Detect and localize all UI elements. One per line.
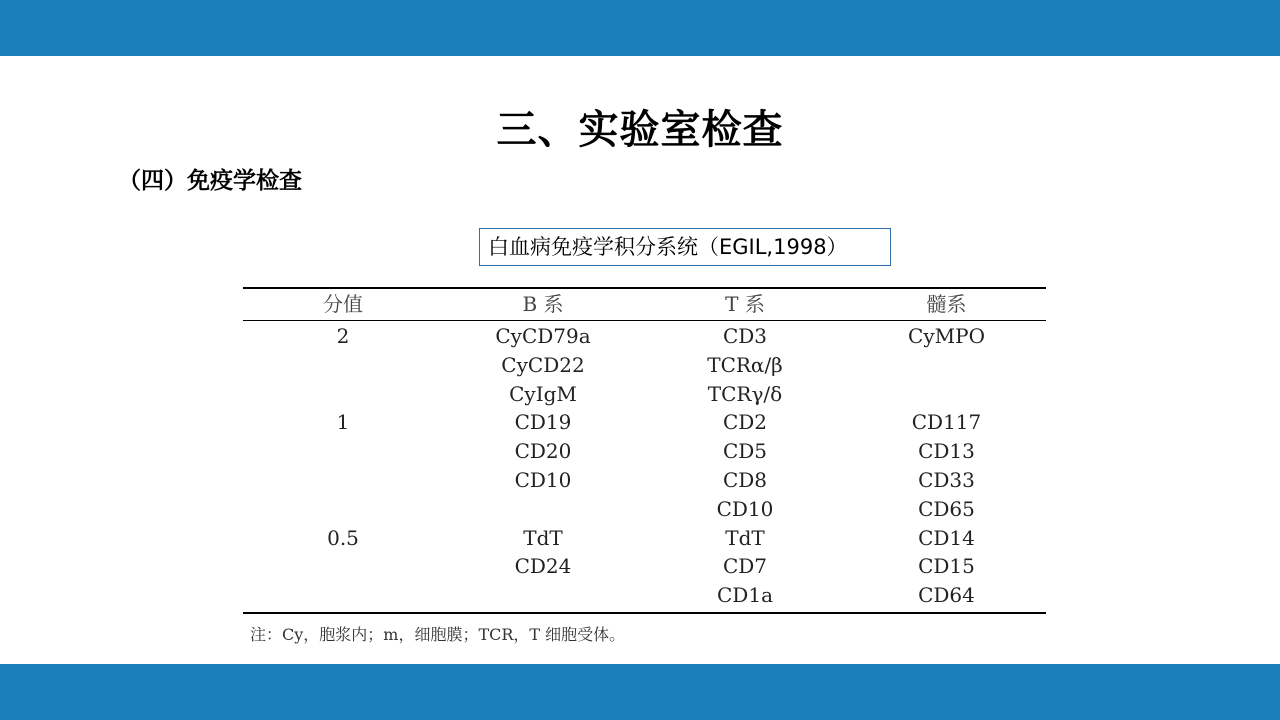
- table-row: [243, 552, 1046, 581]
- cell-score: [243, 581, 443, 610]
- table-body: [243, 321, 1046, 612]
- cell-myeloid: CD117: [911, 410, 982, 435]
- cell-score: [243, 466, 443, 495]
- table-bottom-rule: [243, 612, 1046, 614]
- cell-b-lineage: TdT: [523, 525, 563, 550]
- cell-t-lineage: CD2: [722, 410, 768, 435]
- cell-b-lineage: CyCD22: [501, 352, 585, 377]
- cell-b-lineage: CyCD79a: [495, 324, 591, 348]
- table-row: [243, 466, 1046, 495]
- cell-t-lineage: TdT: [725, 525, 765, 550]
- cell-b-lineage: CD10: [514, 467, 572, 492]
- cell-b-lineage: CD24: [514, 554, 572, 579]
- header-myeloid: 髓系: [926, 292, 967, 316]
- cell-t-lineage: CD5: [722, 439, 768, 464]
- cell-b-lineage: CyIgM: [509, 381, 577, 406]
- cell-b-lineage: [443, 495, 643, 524]
- table-row: [243, 495, 1046, 524]
- table-caption: 白血病免疫学积分系统（EGIL,1998）: [479, 228, 891, 266]
- table-header-row: [243, 289, 1046, 320]
- cell-t-lineage: CD3: [722, 324, 768, 348]
- cell-t-lineage: CD8: [722, 467, 768, 492]
- cell-score: 0.5: [327, 525, 359, 550]
- cell-t-lineage: CD10: [716, 496, 774, 521]
- table-row: [243, 380, 1046, 409]
- table-row: [243, 581, 1046, 610]
- header-score: 分值: [323, 292, 363, 316]
- cell-score: [243, 552, 443, 581]
- slide-title: 三、实验室检查: [496, 107, 784, 153]
- egil-score-table: [243, 287, 1046, 614]
- table-footnote: 注：Cy，胞浆内；m，细胞膜；TCR，T 细胞受体。: [250, 625, 626, 644]
- top-band: [0, 0, 1280, 56]
- cell-score: [243, 380, 443, 409]
- cell-t-lineage: TCRα/β: [707, 352, 783, 377]
- cell-myeloid: CD14: [918, 525, 975, 550]
- cell-myeloid: CD33: [918, 467, 975, 492]
- cell-myeloid: [847, 351, 1046, 380]
- table-row: [243, 351, 1046, 380]
- cell-myeloid: CD13: [918, 439, 975, 464]
- cell-myeloid: CyMPO: [908, 324, 985, 348]
- cell-score: [243, 495, 443, 524]
- cell-score: [243, 437, 443, 466]
- cell-t-lineage: CD1a: [717, 583, 773, 608]
- table-row: [243, 408, 1046, 437]
- cell-score: 1: [336, 410, 350, 435]
- cell-t-lineage: TCRγ/δ: [707, 381, 783, 406]
- cell-b-lineage: [443, 581, 643, 610]
- cell-b-lineage: CD20: [514, 439, 572, 464]
- section-subtitle: （四）免疫学检查: [118, 168, 302, 194]
- cell-score: 2: [336, 324, 350, 348]
- cell-myeloid: CD65: [918, 496, 975, 521]
- cell-b-lineage: CD19: [514, 410, 572, 435]
- table-row: [243, 524, 1046, 553]
- table-row: [243, 322, 1046, 351]
- bottom-band: [0, 664, 1280, 720]
- cell-t-lineage: CD7: [722, 554, 768, 579]
- cell-score: [243, 351, 443, 380]
- cell-myeloid: [847, 380, 1046, 409]
- cell-myeloid: CD15: [918, 554, 975, 579]
- header-t-lineage: T 系: [725, 292, 765, 316]
- table-row: [243, 437, 1046, 466]
- header-b-lineage: B 系: [522, 292, 564, 316]
- cell-myeloid: CD64: [918, 583, 975, 608]
